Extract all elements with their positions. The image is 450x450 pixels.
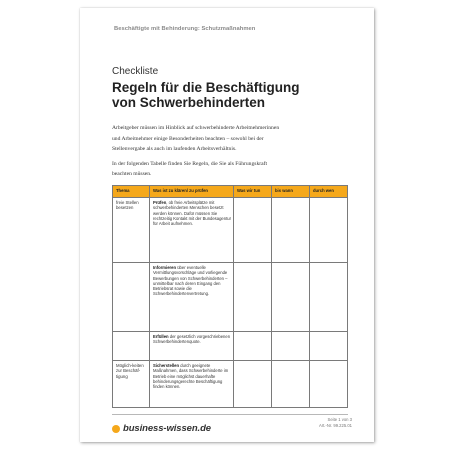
check-cell bbox=[150, 263, 234, 332]
intro-paragraph-2 bbox=[112, 159, 332, 180]
table-row bbox=[113, 332, 348, 361]
durch-wen-cell[interactable] bbox=[310, 361, 348, 408]
topic-cell bbox=[113, 332, 150, 361]
document-title bbox=[112, 80, 352, 110]
check-lead: Informieren bbox=[153, 265, 177, 270]
check-lead: Sicherstellen bbox=[153, 363, 180, 368]
check-cell bbox=[150, 361, 234, 408]
topic-cell: freie Stellen besetzen bbox=[113, 198, 150, 263]
intro-line: Arbeitgeber müssen im Hinblick auf schwerbehinderte Arbeitnehmerinnen bbox=[112, 125, 280, 131]
table-row bbox=[113, 198, 348, 263]
check-text: , ob freie Arbeitsplätze mit schwerbehinderten Menschen besetzt werden können. Dafür müssen Sie rechtzeitig Kontakt mit der Bundesagentur für Arbeit aufnehmen. bbox=[153, 200, 231, 227]
durch-wen-cell[interactable] bbox=[310, 332, 348, 361]
column-header-bis-wann: bis wann bbox=[272, 186, 310, 198]
check-lead: Erfüllen bbox=[153, 334, 169, 339]
table-row bbox=[113, 263, 348, 332]
topic-cell bbox=[113, 263, 150, 332]
durch-wen-cell[interactable] bbox=[310, 198, 348, 263]
intro-line: Stellenvergabe als auch im laufenden Arbeitsverhältnis. bbox=[112, 146, 237, 153]
logo-dot-icon bbox=[112, 425, 120, 433]
was-wir-tun-cell[interactable] bbox=[234, 198, 272, 263]
intro-paragraph-1 bbox=[112, 123, 332, 155]
document-kicker: Checkliste bbox=[112, 66, 159, 77]
check-text: der gesetzlich vorgeschriebenen Schwerbehindertenquote. bbox=[153, 334, 231, 345]
title-line-1: Regeln für die Beschäftigung bbox=[112, 80, 300, 95]
document-page bbox=[80, 8, 374, 442]
check-text: durch geeignete Maßnahmen, dass Schwerbehinderte im Betrieb eine möglichst dauerhafte behinderungsgerechte Beschäftigung finden können. bbox=[153, 363, 229, 390]
column-header-thema: Thema bbox=[113, 186, 150, 198]
was-wir-tun-cell[interactable] bbox=[234, 361, 272, 408]
logo-text: business-wissen.de bbox=[123, 423, 211, 434]
durch-wen-cell[interactable] bbox=[310, 263, 348, 332]
column-header-was-wir-tun: Was wir tun bbox=[234, 186, 272, 198]
column-header-durch-wen: durch wen bbox=[310, 186, 348, 198]
intro-text bbox=[112, 123, 332, 184]
brand-logo bbox=[112, 423, 211, 434]
was-wir-tun-cell[interactable] bbox=[234, 332, 272, 361]
check-cell bbox=[150, 332, 234, 361]
check-cell bbox=[150, 198, 234, 263]
was-wir-tun-cell[interactable] bbox=[234, 263, 272, 332]
intro-line: In der folgenden Tabelle finden Sie Regeln, die Sie als Führungskraft bbox=[112, 160, 268, 167]
bis-wann-cell[interactable] bbox=[272, 332, 310, 361]
page-number: Seite 1 von 3 bbox=[327, 417, 352, 422]
table-row bbox=[113, 361, 348, 408]
intro-line: und Arbeitnehmer einige Besonderheiten beachten – sowohl bei der bbox=[112, 135, 264, 142]
intro-line: beachten müssen. bbox=[112, 171, 152, 178]
bis-wann-cell[interactable] bbox=[272, 198, 310, 263]
check-lead: Prüfen bbox=[153, 200, 167, 205]
column-header-klaeren: Was ist zu klären/ zu prüfen bbox=[150, 186, 234, 198]
bis-wann-cell[interactable] bbox=[272, 263, 310, 332]
page-info bbox=[319, 417, 352, 428]
checklist-table bbox=[112, 185, 348, 408]
bis-wann-cell[interactable] bbox=[272, 361, 310, 408]
footer-divider bbox=[112, 414, 348, 415]
running-head: Beschäftigte mit Behinderung: Schutzmaßnahmen bbox=[114, 26, 256, 32]
table-header-row bbox=[113, 186, 348, 198]
article-number: Art.-Nr. 99.225.01 bbox=[318, 422, 352, 428]
topic-cell: Möglich-keiten zur Beschäf-tigung bbox=[113, 361, 150, 408]
title-line-2: von Schwerbehinderten bbox=[112, 95, 266, 110]
check-text: über eventuelle Vermittlungsvorschläge und vorliegende Bewerbungen von Schwerbehinderten – unmittelbar nach deren Eingang den Betriebsrat sowie die Schwerbehindertenvertretung. bbox=[153, 265, 228, 297]
